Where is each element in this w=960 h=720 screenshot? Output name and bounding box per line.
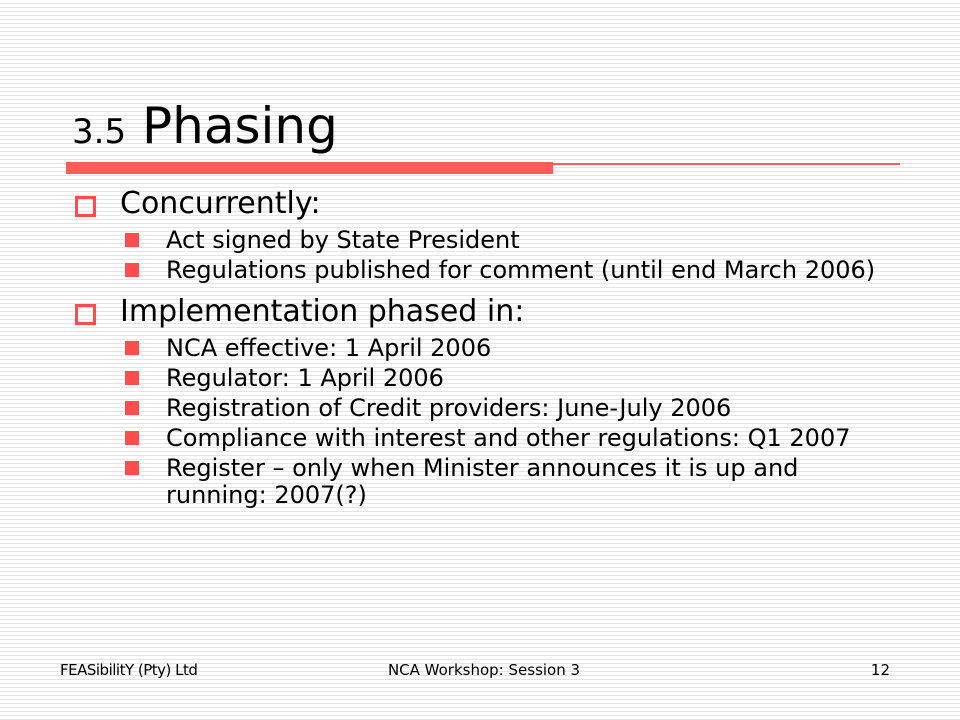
list-item: [72, 335, 902, 362]
page-number: 12: [870, 661, 890, 679]
list-item-text: Register – only when Minister announces it is up and running: 2007(?): [166, 454, 799, 509]
filled-square-bullet-icon: [125, 461, 139, 475]
hollow-square-bullet-icon: [75, 196, 96, 217]
hollow-square-bullet-icon: [75, 304, 96, 325]
footer-session: NCA Workshop: Session 3: [387, 661, 581, 679]
list-item: [72, 365, 902, 392]
list-item: [72, 395, 902, 422]
section-heading-implementation: [72, 292, 902, 332]
title-text: Phasing: [141, 97, 338, 155]
list-item-text: Registration of Credit providers: June-July 2006: [166, 394, 732, 422]
filled-square-bullet-icon: [125, 431, 139, 445]
list-item-text: Compliance with interest and other regulations: Q1 2007: [166, 424, 851, 452]
filled-square-bullet-icon: [125, 233, 139, 247]
slide-title: [72, 96, 338, 162]
footer-company: FEASibilitY (Pty) Ltd: [60, 661, 198, 679]
slide-body: [72, 180, 902, 509]
list-item-text: Regulator: 1 April 2006: [166, 364, 444, 392]
list-item: [72, 227, 902, 254]
title-underline-thick: [66, 162, 553, 174]
title-underline-thin: [553, 163, 900, 165]
title-number: 3.5: [72, 112, 127, 152]
list-item: [72, 257, 902, 284]
section-heading-text: Concurrently:: [120, 186, 321, 221]
section-heading-text: Implementation phased in:: [120, 294, 525, 329]
list-item: [72, 425, 902, 452]
filled-square-bullet-icon: [125, 263, 139, 277]
filled-square-bullet-icon: [125, 401, 139, 415]
list-item-text: NCA effective: 1 April 2006: [166, 334, 492, 362]
list-item-text: Act signed by State President: [166, 226, 520, 254]
section-heading-concurrently: [72, 184, 902, 224]
list-item: [72, 455, 902, 509]
list-item-text: Regulations published for comment (until end March 2006): [166, 256, 876, 284]
filled-square-bullet-icon: [125, 371, 139, 385]
filled-square-bullet-icon: [125, 341, 139, 355]
